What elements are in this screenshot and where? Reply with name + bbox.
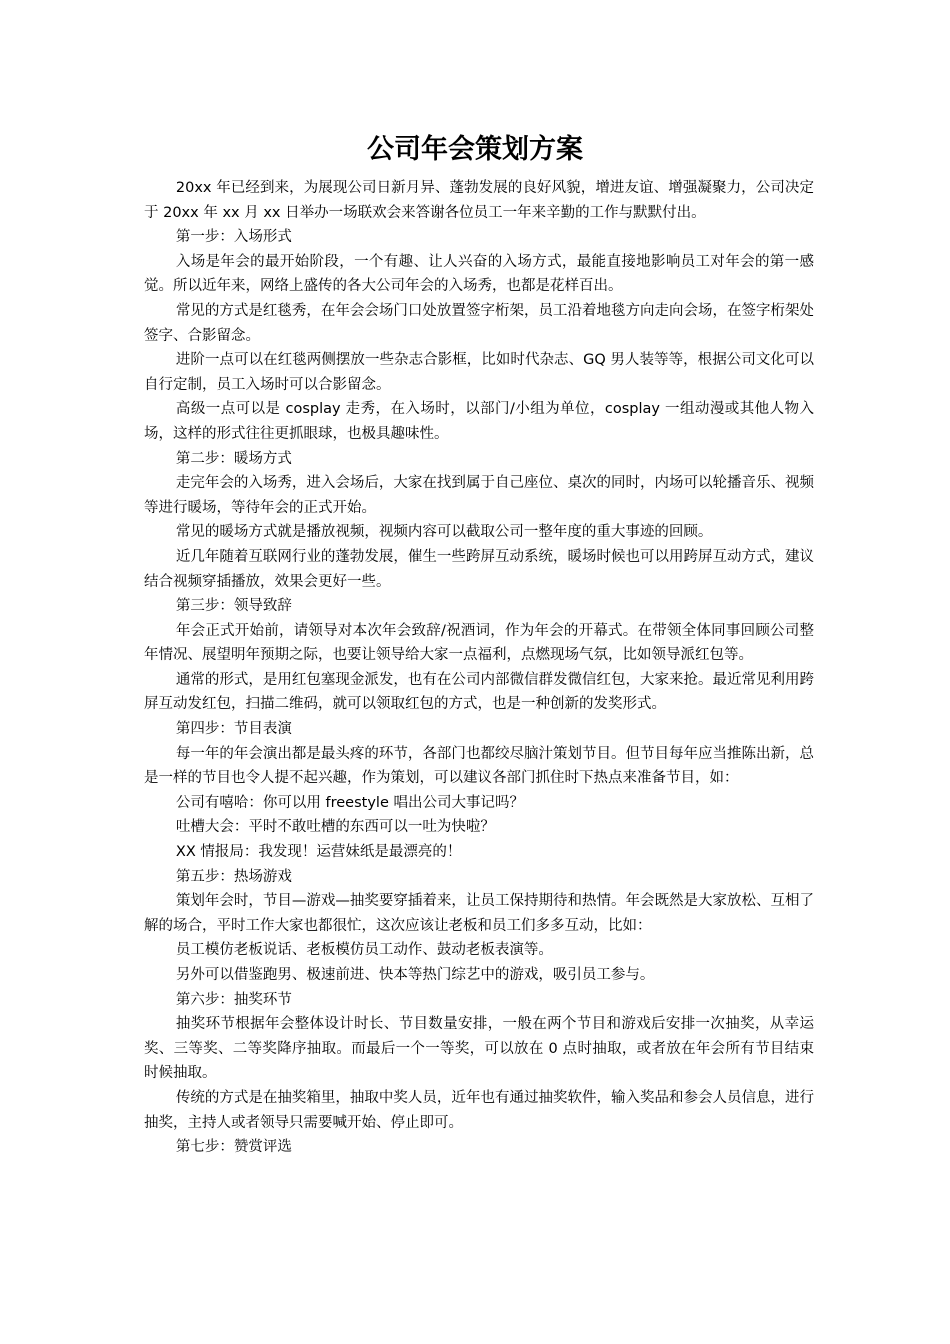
document-title: 公司年会策划方案	[367, 134, 583, 165]
paragraph: 抽奖环节根据年会整体设计时长、节目数量安排，一般在两个节目和游戏后安排一次抽奖，从幸运奖、三等奖、二等奖降序抽取。而最后一个一等奖，可以放在 0 点时抽取，或者放在年会所有节目结束时候抽取。	[144, 1016, 814, 1082]
paragraph: 通常的形式，是用红包塞现金派发，也有在公司内部微信群发微信红包，大家来抢。最近常见利用跨屏互动发红包，扫描二维码，就可以领取红包的方式，也是一种创新的发奖形式。	[144, 671, 814, 713]
section-heading: 第六步：抽奖环节	[175, 991, 292, 1008]
section-heading: 第一步：入场形式	[175, 229, 292, 246]
paragraph: 20xx 年已经到来，为展现公司日新月异、蓬勃发展的良好风貌，增进友谊、增强凝聚力，公司决定于 20xx 年 xx 月 xx 日举办一场联欢会来答谢各位员工一年来辛勤的工作与默默付出。	[144, 180, 814, 221]
paragraph: 传统的方式是在抽奖箱里，抽取中奖人员，近年也有通过抽奖软件，输入奖品和参会人员信息，进行抽奖，主持人或者领导只需要喊开始、停止即可。	[144, 1089, 814, 1131]
paragraph: 高级一点可以是 cosplay 走秀，在入场时，以部门/小组为单位，cosplay 一组动漫或其他人物入场，这样的形式往往更抓眼球，也极具趣味性。	[144, 401, 814, 442]
paragraph: 入场是年会的最开始阶段，一个有趣、让人兴奋的入场方式，最能直接地影响员工对年会的第一感觉。所以近年来，网络上盛传的各大公司年会的入场秀，也都是花样百出。	[144, 253, 814, 295]
paragraph: 进阶一点可以在红毯两侧摆放一些杂志合影框，比如时代杂志、GQ 男人装等等，根据公司文化可以自行定制，员工入场时可以合影留念。	[144, 352, 814, 393]
paragraph: 走完年会的入场秀，进入会场后，大家在找到属于自己座位、桌次的同时，内场可以轮播音乐、视频等进行暖场，等待年会的正式开始。	[144, 475, 814, 516]
paragraph: 吐槽大会：平时不敢吐槽的东西可以一吐为快啦？	[175, 819, 495, 836]
paragraph: 员工模仿老板说话、老板模仿员工动作、鼓动老板表演等。	[175, 942, 553, 959]
section-heading: 第四步：节目表演	[175, 721, 292, 738]
paragraph: 常见的暖场方式就是播放视频，视频内容可以截取公司一整年度的重大事迹的回顾。	[175, 524, 713, 541]
paragraph: 近几年随着互联网行业的蓬勃发展，催生一些跨屏互动系统，暖场时候也可以用跨屏互动方式，建议结合视频穿插播放，效果会更好一些。	[144, 548, 814, 590]
paragraph: 公司有嘻哈：你可以用 freestyle 唱出公司大事记吗？	[175, 794, 524, 811]
document-body	[144, 176, 814, 1160]
section-heading: 第三步：领导致辞	[175, 598, 292, 615]
section-heading: 第五步：热场游戏	[175, 868, 292, 885]
section-heading: 第七步：赞赏评选	[175, 1139, 292, 1156]
paragraph: 常见的方式是红毯秀，在年会会场门口处放置签字桁架，员工沿着地毯方向走向会场，在签字桁架处签字、合影留念。	[144, 302, 814, 344]
paragraph: XX 情报局：我发现！运营妹纸是最漂亮的！	[175, 844, 462, 861]
paragraph: 年会正式开始前，请领导对本次年会致辞/祝酒词，作为年会的开幕式。在带领全体同事回顾公司整年情况、展望明年预期之际，也要让领导给大家一点福利，点燃现场气氛，比如领导派红包等。	[144, 622, 814, 664]
paragraph: 另外可以借鉴跑男、极速前进、快本等热门综艺中的游戏，吸引员工参与。	[175, 967, 655, 983]
paragraph: 策划年会时，节目—游戏—抽奖要穿插着来，让员工保持期待和热情。年会既然是大家放松、互相了解的场合，平时工作大家也都很忙，这次应该让老板和员工们多多互动，比如：	[144, 893, 814, 934]
paragraph: 每一年的年会演出都是最头疼的环节，各部门也都绞尽脑汁策划节目。但节目每年应当推陈出新，总是一样的节目也令人提不起兴趣，作为策划，可以建议各部门抓住时下热点来准备节目，如：	[144, 745, 814, 787]
section-heading: 第二步：暖场方式	[175, 450, 292, 467]
